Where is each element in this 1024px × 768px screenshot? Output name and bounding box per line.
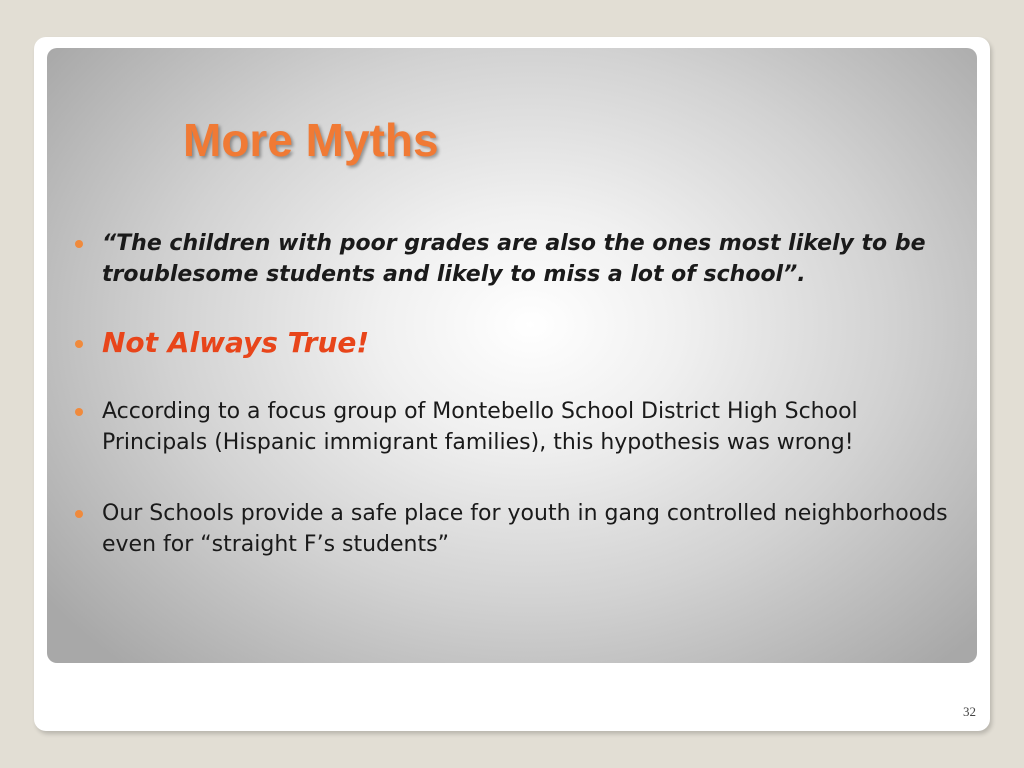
bullet-item-focus-group — [75, 396, 965, 458]
bullet-dot-icon — [75, 510, 83, 518]
bullet-text: Our Schools provide a safe place for youth in gang controlled neighborhoods even for “straight F’s students” — [102, 501, 948, 557]
bullet-item-quote — [75, 228, 965, 290]
slide-number: 32 — [963, 704, 976, 719]
bullet-text: According to a focus group of Montebello School District High School Principals (Hispanic immigrant families), this hypothesis was wrong! — [102, 399, 858, 455]
bullet-text: Not Always True! — [102, 326, 370, 359]
bullet-dot-icon — [75, 408, 83, 416]
bullet-list — [75, 228, 965, 560]
bullet-item-not-always-true — [75, 326, 965, 360]
bullet-item-safe-place — [75, 498, 965, 560]
bullet-dot-icon — [75, 340, 83, 348]
bullet-text: “The children with poor grades are also the ones most likely to be troublesome students and likely to miss a lot of school”. — [102, 231, 926, 287]
slide-title: More Myths — [183, 114, 439, 166]
bullet-dot-icon — [75, 240, 83, 248]
